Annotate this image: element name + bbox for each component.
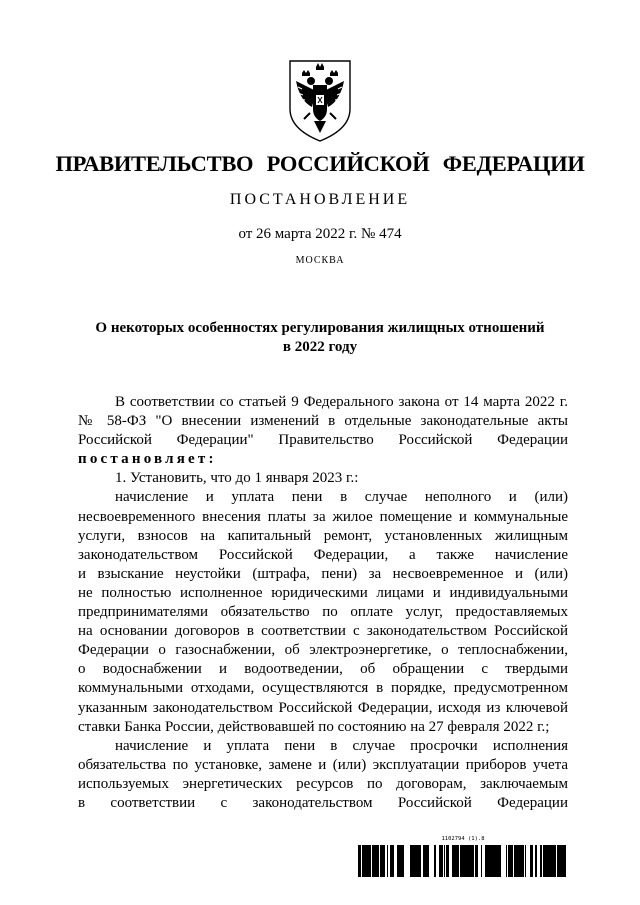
barcode-bar	[399, 845, 401, 877]
barcode-bar	[435, 845, 436, 877]
title-word: ПРАВИТЕЛЬСТВО	[55, 151, 254, 176]
body-line: о водоснабжении и водоотведении, об обращении с твердыми	[78, 661, 568, 678]
barcode-bar	[362, 845, 364, 877]
body-line: 1. Установить, что до 1 января 2023 г.:	[115, 470, 359, 487]
barcode-bar	[392, 845, 393, 877]
barcode-bar	[444, 845, 445, 877]
government-title	[0, 151, 640, 177]
barcode-bar	[535, 845, 536, 877]
barcode-bar	[364, 845, 367, 877]
barcode-bar	[498, 845, 500, 877]
document-type: ПОСТАНОВЛЕНИЕ	[229, 191, 411, 208]
barcode-bar	[562, 845, 564, 877]
barcode-bar	[446, 845, 447, 877]
barcode-bar	[456, 845, 458, 877]
barcode-bar	[383, 845, 385, 877]
barcode-bar	[376, 845, 379, 877]
barcode-bar	[496, 845, 498, 877]
barcode-bar	[358, 845, 359, 877]
barcode-bar	[439, 845, 440, 877]
title-word: ФЕДЕРАЦИИ	[442, 151, 585, 176]
barcode-bar	[518, 845, 519, 877]
document-body	[78, 393, 568, 813]
barcode-bar	[491, 845, 494, 877]
barcode-bar	[372, 845, 374, 877]
barcode-bar	[490, 845, 491, 877]
barcode-bar	[506, 845, 507, 877]
barcode-number: 1102794 (1).8	[441, 836, 485, 842]
barcode-bar	[387, 845, 388, 877]
barcode-bar	[370, 845, 371, 877]
title-word: РОССИЙСКОЙ	[266, 151, 430, 176]
barcode-bar	[464, 845, 465, 877]
barcode-bar	[500, 845, 501, 877]
body-line: обязательства по установке, замене и (или) эксплуатации приборов учета	[78, 756, 568, 773]
barcode-bar	[460, 845, 461, 877]
barcode-bar	[398, 845, 399, 877]
subject-line: в 2022 году	[282, 339, 358, 355]
barcode-bar	[532, 845, 533, 877]
barcode-bar	[423, 845, 425, 877]
barcode-bar	[410, 845, 412, 877]
body-line: Российской Федерации" Правительство Российской Федерации	[78, 432, 568, 449]
body-line: ставки Банка России, действовавшей по состоянию на 27 февраля 2022 г.;	[78, 718, 550, 735]
body-line-resolves: постановляет:	[78, 451, 217, 468]
document-city: МОСКВА	[295, 255, 345, 266]
barcode-bar	[481, 845, 482, 877]
barcode-bar	[381, 845, 383, 877]
body-line: предпринимателями обязательство по оплате услуг, предоставляемых	[78, 604, 568, 621]
barcode-bar	[530, 845, 532, 877]
barcode-bar	[494, 845, 496, 877]
barcode-bar	[440, 845, 441, 877]
barcode-bar	[475, 845, 478, 877]
barcode-bar	[441, 845, 442, 877]
barcode-bar	[514, 845, 515, 877]
barcode-bar	[434, 845, 435, 877]
document-subject	[60, 319, 580, 357]
barcode-bar	[425, 845, 428, 877]
barcode-bar	[417, 845, 419, 877]
barcode-bar	[393, 845, 394, 877]
barcode-bar	[414, 845, 417, 877]
body-line: указанным законодательством Российской Федерации, исходя из ключевой	[78, 699, 568, 716]
barcode-bar	[367, 845, 368, 877]
body-line: и взыскание неустойки (штрафа, пени) за несвоевременное и (или)	[78, 565, 568, 582]
barcode-bar	[547, 845, 549, 877]
barcode-bar	[525, 845, 526, 877]
barcode-bar	[485, 845, 487, 877]
body-line: Федерации о газоснабжении, об электроэнергетике, о теплоснабжении,	[78, 642, 568, 659]
barcode-bar	[508, 845, 510, 877]
body-line: В соответствии со статьей 9 Федерального закона от 14 марта 2022 г.	[115, 394, 568, 410]
barcode-bar	[413, 845, 414, 877]
subject-line: О некоторых особенностях регулирования жилищных отношений	[95, 320, 545, 336]
barcode-bar	[540, 845, 542, 877]
body-line: на основании договоров в соответствии с законодательством Российской	[78, 623, 568, 640]
body-line: коммунальными отходами, осуществляются в порядке, предусмотренном	[78, 680, 568, 697]
barcode-block	[358, 836, 568, 878]
barcode-bar	[442, 845, 443, 877]
body-line: № 58-ФЗ "О внесении изменений в отдельные законодательные акты	[78, 413, 568, 430]
body-line: используемых энергетических ресурсов по договорам, заключаемым	[78, 775, 568, 792]
barcode-bar	[517, 845, 518, 877]
barcode-bar	[522, 845, 524, 877]
body-line: законодательством Российской Федерации, а также начисление	[78, 546, 568, 563]
barcode-bar	[515, 845, 517, 877]
body-line: начисление и уплата пени в случае просрочки исполнения	[115, 737, 568, 754]
barcode-bar	[512, 845, 513, 877]
barcode-bar	[419, 845, 421, 877]
barcode-bar	[536, 845, 537, 877]
barcode-bar	[401, 845, 402, 877]
barcode-bar	[412, 845, 413, 877]
barcode-bar	[511, 845, 512, 877]
barcode-bar	[458, 845, 459, 877]
barcode-bar	[555, 845, 556, 877]
barcode-bar	[471, 845, 474, 877]
barcode-bar	[359, 845, 360, 877]
barcode-bar	[360, 845, 361, 877]
barcode-bar	[557, 845, 560, 877]
barcode-bar	[560, 845, 562, 877]
barcode-bar	[455, 845, 456, 877]
barcode-bar	[447, 845, 448, 877]
barcode-bar	[549, 845, 552, 877]
barcode-bar	[374, 845, 376, 877]
body-line: несвоевременного внесения платы за жилое помещение и коммунальные	[78, 508, 568, 525]
body-line: в соответствии с законодательством Российской Федерации	[78, 794, 568, 811]
barcode-bar	[428, 845, 429, 877]
barcode-bar	[519, 845, 522, 877]
barcode-bar	[465, 845, 468, 877]
document-date-number: от 26 марта 2022 г. № 474	[238, 226, 402, 242]
barcode-bar	[390, 845, 392, 877]
barcode-bar	[565, 845, 566, 877]
coat-of-arms-icon	[286, 57, 354, 143]
body-line: услуги, взносов на капитальный ремонт, установленных жилищным	[78, 527, 568, 544]
barcode-bar	[461, 845, 464, 877]
barcode-bar	[452, 845, 455, 877]
barcode-bar	[564, 845, 565, 877]
body-line: не полностью исполненное юридическими лицами и индивидуальными	[78, 584, 568, 601]
barcode-bar	[448, 845, 449, 877]
barcode-bar	[397, 845, 398, 877]
barcode-bar	[546, 845, 547, 877]
barcode-bar	[552, 845, 555, 877]
body-line: начисление и уплата пени в случае неполного и (или)	[115, 489, 568, 506]
barcode-bar	[468, 845, 471, 877]
barcode-bar	[487, 845, 490, 877]
barcode-bar	[510, 845, 511, 877]
barcode-bar	[368, 845, 370, 877]
barcode-bar	[402, 845, 404, 877]
barcode-icon	[358, 845, 568, 877]
barcode-bar	[380, 845, 381, 877]
barcode-bar	[543, 845, 546, 877]
